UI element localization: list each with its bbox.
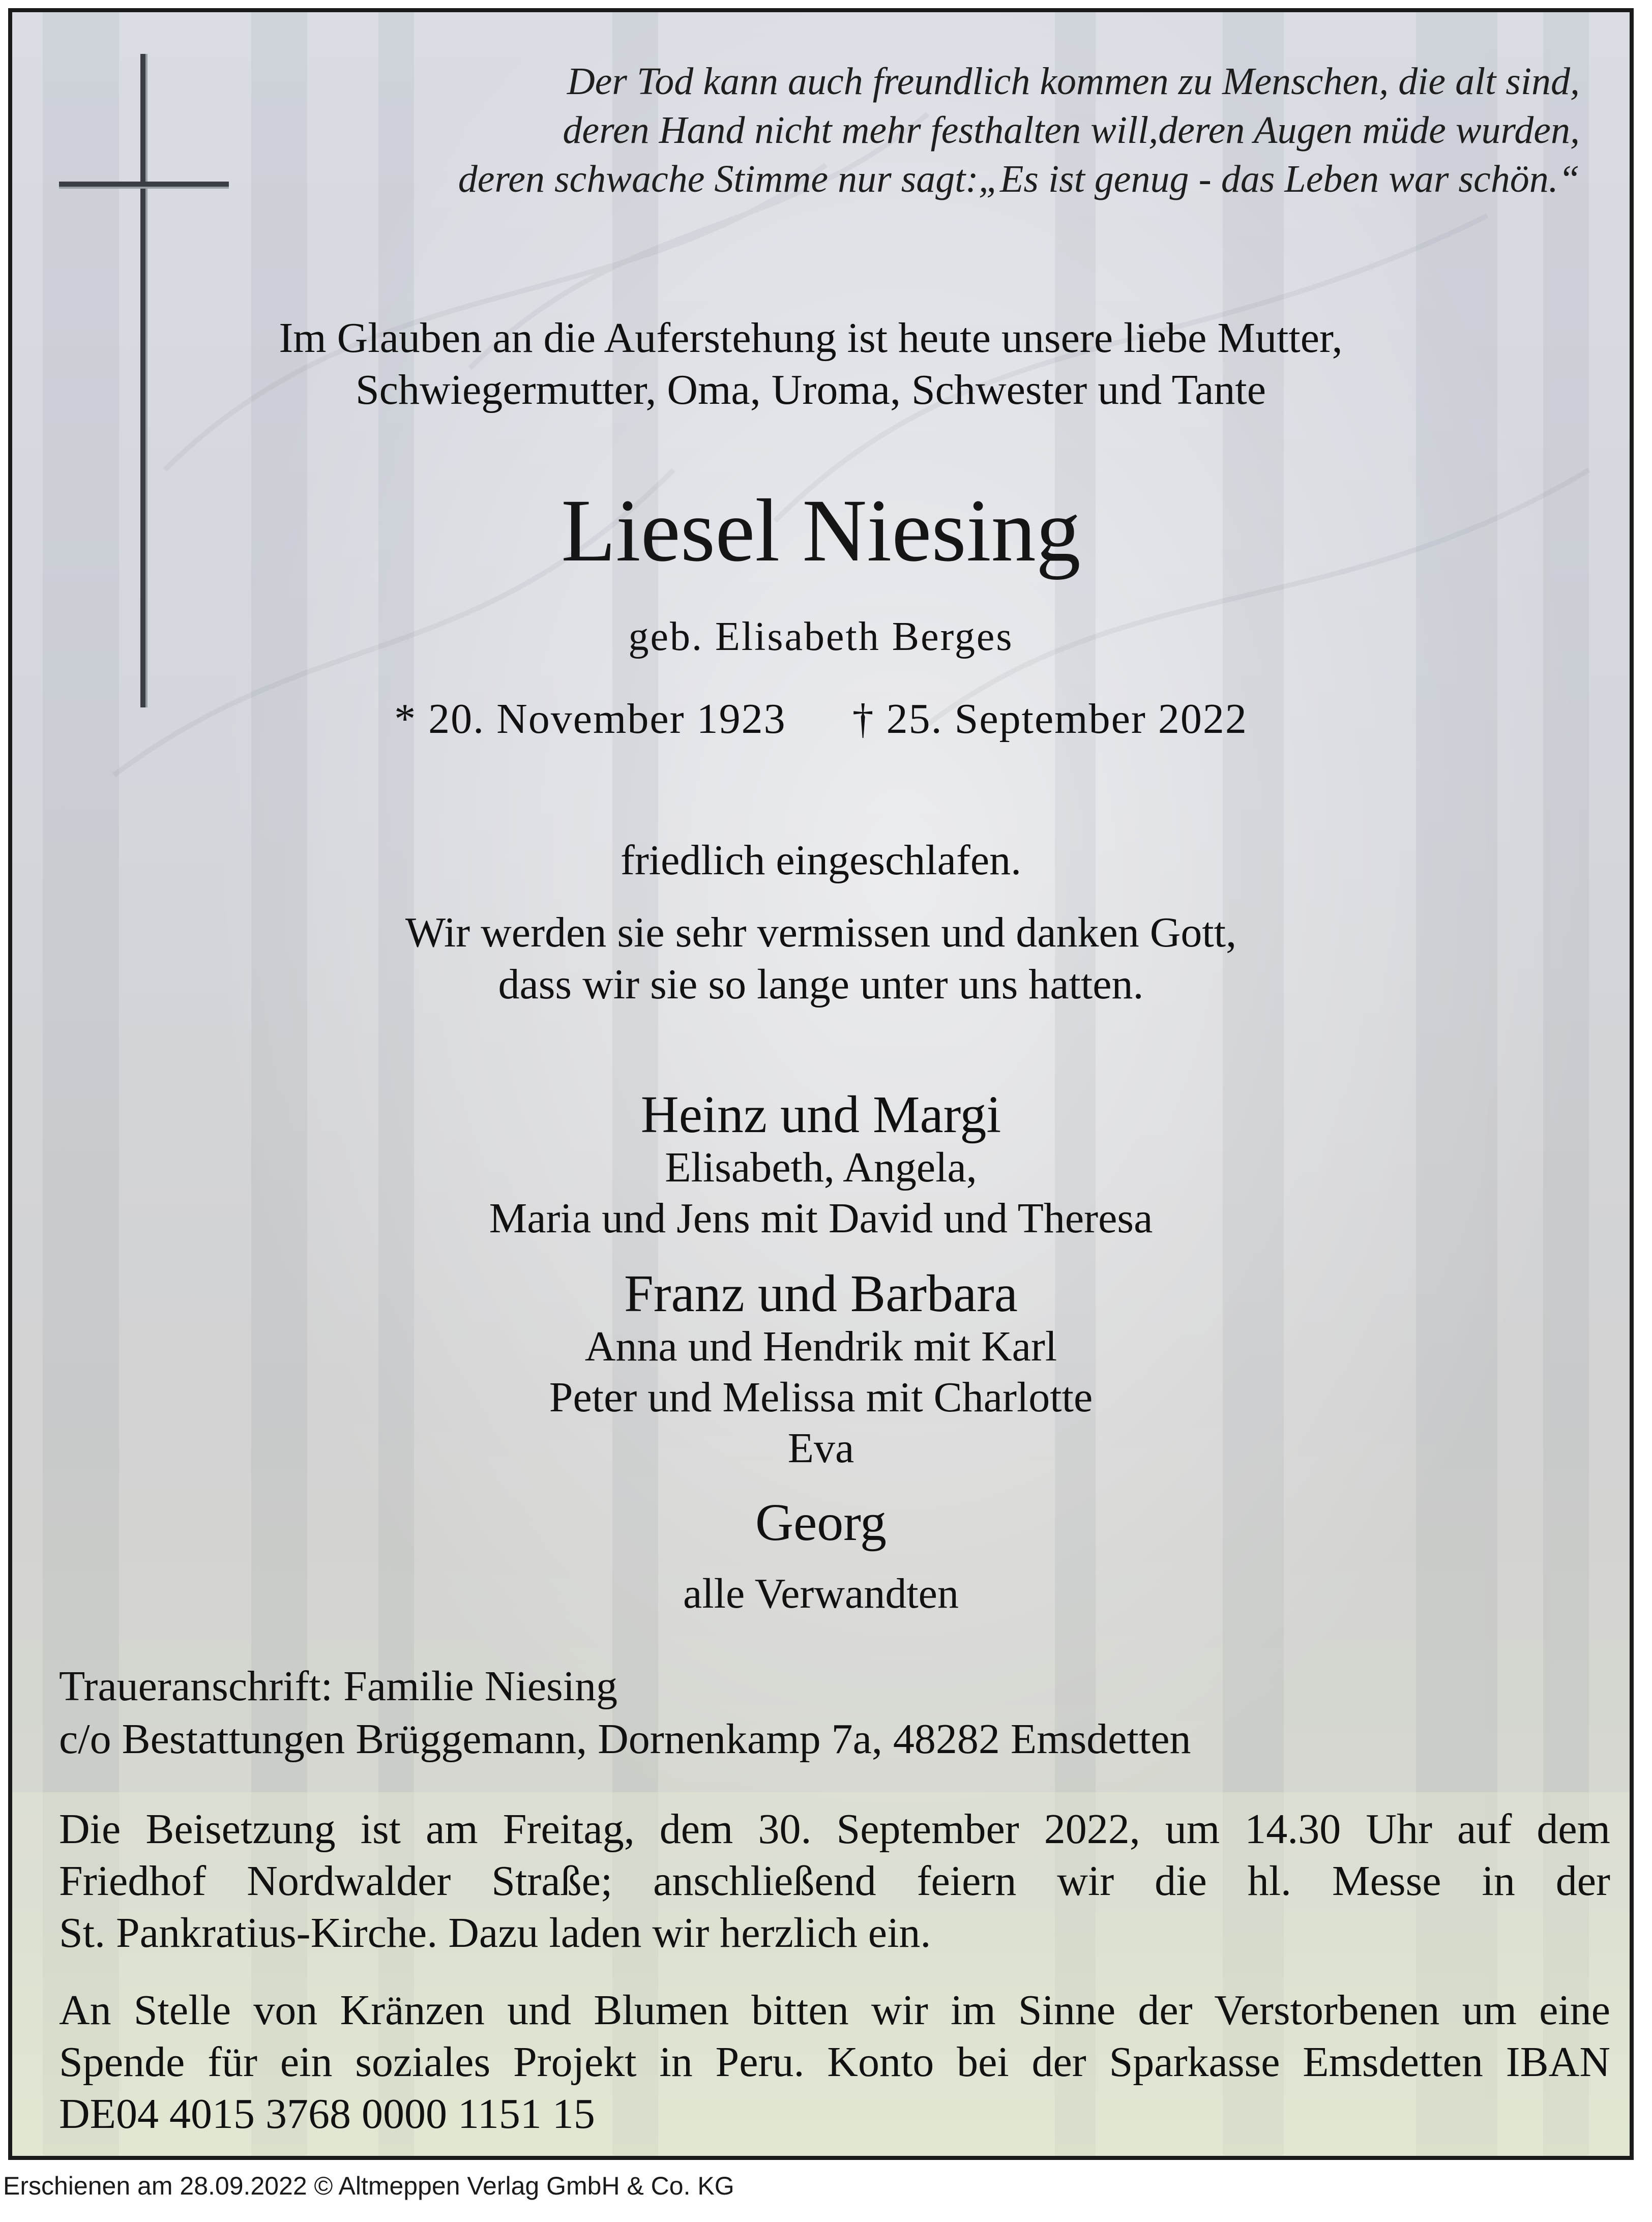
address-line: c/o Bestattungen Brüggemann, Dornenkamp 7a, 48282 Emsdetten xyxy=(59,1715,1191,1763)
donation-line: Spende für ein soziales Projekt in Peru. Konto bei der Sparkasse Emsdetten IBAN xyxy=(59,2038,1610,2086)
family-line: Peter und Melissa mit Charlotte xyxy=(549,1374,1093,1421)
donation-info xyxy=(59,1984,1610,2140)
address-line: Traueranschrift: Familie Niesing xyxy=(59,1663,618,1710)
donation-line: An Stelle von Kränzen und Blumen bitten wir im Sinne der Verstorbenen um eine xyxy=(59,1987,1610,2034)
funeral-line: St. Pankratius-Kirche. Dazu laden wir herzlich ein. xyxy=(59,1909,931,1957)
funeral-info xyxy=(59,1803,1610,1959)
family-head: Franz und Barbara xyxy=(624,1264,1018,1323)
death-date: † 25. September 2022 xyxy=(852,695,1248,743)
deceased-name: Liesel Niesing xyxy=(561,481,1081,580)
obituary-notice xyxy=(8,8,1634,2160)
publication-footer: Erschienen am 28.09.2022 © Altmeppen Verlag GmbH & Co. KG xyxy=(3,2172,734,2200)
life-dates xyxy=(12,694,1630,745)
intro-line: Im Glauben an die Auferstehung ist heute unsere liebe Mutter, xyxy=(279,314,1343,362)
thanks-line: dass wir sie so lange unter uns hatten. xyxy=(498,961,1144,1008)
thanks-line: Wir werden sie sehr vermissen und danken Gott, xyxy=(405,909,1237,956)
quote-line: Der Tod kann auch freundlich kommen zu Menschen, die alt sind, xyxy=(567,60,1580,103)
family-line: Maria und Jens mit David und Theresa xyxy=(489,1195,1153,1242)
funeral-line: Die Beisetzung ist am Freitag, dem 30. September 2022, um 14.30 Uhr auf dem xyxy=(59,1805,1610,1853)
family-head: Georg xyxy=(755,1493,887,1552)
quote-line: deren Hand nicht mehr festhalten will,deren Augen müde wurden, xyxy=(563,109,1580,152)
funeral-line: Friedhof Nordwalder Straße; anschließend feiern wir die hl. Messe in der xyxy=(59,1857,1610,1905)
family-line: Elisabeth, Angela, xyxy=(665,1144,977,1191)
quote-line: deren schwache Stimme nur sagt:„Es ist genug - das Leben war schön.“ xyxy=(458,158,1580,200)
family-head: Heinz und Margi xyxy=(640,1085,1001,1144)
family-line: Eva xyxy=(787,1425,854,1472)
intro-line: Schwiegermutter, Oma, Uroma, Schwester und Tante xyxy=(355,366,1266,413)
birth-name: geb. Elisabeth Berges xyxy=(628,614,1014,659)
closing-phrase: friedlich eingeschlafen. xyxy=(620,837,1022,884)
birth-date: * 20. November 1923 xyxy=(394,695,786,743)
mourning-address xyxy=(59,1660,1191,1766)
relatives-line: alle Verwandten xyxy=(683,1570,959,1617)
family-line: Anna und Hendrik mit Karl xyxy=(584,1323,1057,1370)
quote-block xyxy=(458,57,1580,203)
donation-line: DE04 4015 3768 0000 1151 15 xyxy=(59,2090,595,2138)
